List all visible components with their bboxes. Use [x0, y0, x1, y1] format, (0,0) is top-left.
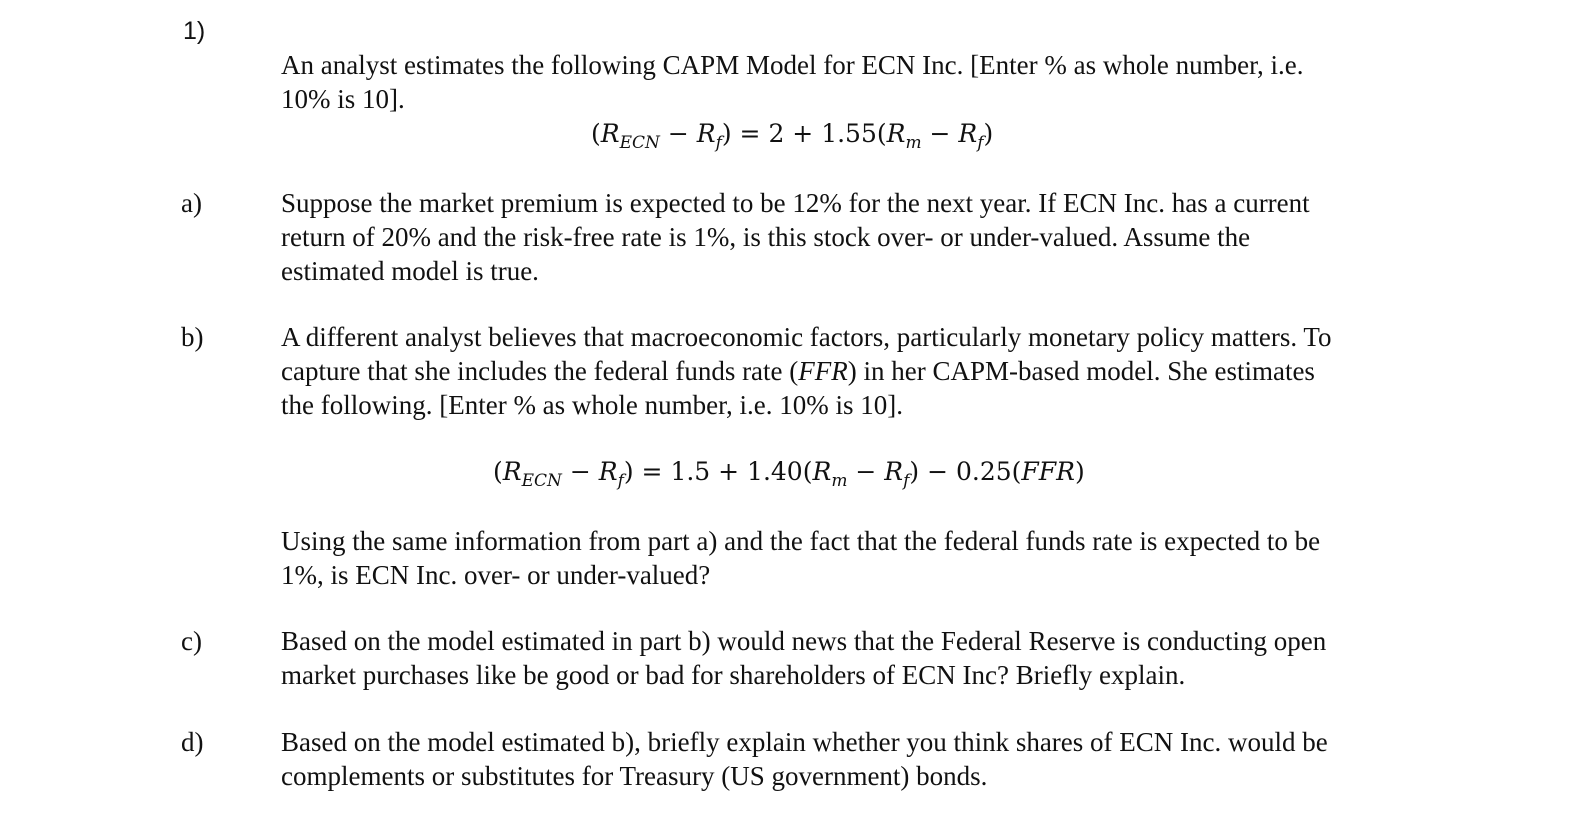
- part-b-followup: [281, 524, 1481, 592]
- intro-line-2: 10% is 10].: [281, 84, 405, 114]
- capm-equation: $(R_{ECN} - R_f) = 2 + 1.55(R_m - R_f)$: [591, 119, 994, 153]
- part-b-line-3: the following. [Enter % as whole number, i.e. 10% is 10].: [281, 390, 904, 420]
- question-number: 1): [183, 17, 206, 45]
- part-a-label: a): [181, 188, 202, 218]
- part-b-followup-line-1: Using the same information from part a) and the fact that the federal funds rate is expected to be: [281, 526, 1321, 556]
- part-b-line-1: A different analyst believes that macroeconomic factors, particularly monetary policy matters. To: [281, 322, 1332, 352]
- ffr-capm-equation: $(R_{ECN} - R_f) = 1.5 + 1.40(R_m - R_f) - 0.25(FFR)$: [493, 457, 1085, 491]
- part-a-text: [281, 186, 1481, 288]
- part-d-label: d): [181, 727, 204, 757]
- part-d-text: [281, 725, 1481, 793]
- part-b-line-2: capture that she includes the federal funds rate (FFR) in her CAPM-based model. She estimates: [281, 356, 1315, 386]
- part-c-text: [281, 624, 1481, 692]
- part-c-label: c): [181, 626, 202, 656]
- part-b-followup-line-2: 1%, is ECN Inc. over- or under-valued?: [281, 560, 711, 590]
- part-c-line-1: Based on the model estimated in part b) would news that the Federal Reserve is conducting open: [281, 626, 1327, 656]
- intro-paragraph: [281, 48, 1481, 116]
- part-c-line-2: market purchases like be good or bad for shareholders of ECN Inc? Briefly explain.: [281, 660, 1186, 690]
- part-a-line-3: estimated model is true.: [281, 256, 539, 286]
- intro-line-1: An analyst estimates the following CAPM Model for ECN Inc. [Enter % as whole number, i.e.: [281, 50, 1304, 80]
- part-b-label: b): [181, 322, 204, 352]
- part-a-line-1: Suppose the market premium is expected to be 12% for the next year. If ECN Inc. has a current: [281, 188, 1310, 218]
- part-d-line-1: Based on the model estimated b), briefly explain whether you think shares of ECN Inc. would be: [281, 727, 1328, 757]
- part-d-line-2: complements or substitutes for Treasury (US government) bonds.: [281, 761, 988, 791]
- part-a-line-2: return of 20% and the risk-free rate is 1%, is this stock over- or under-valued. Assume the: [281, 222, 1251, 252]
- part-b-text: [281, 320, 1481, 422]
